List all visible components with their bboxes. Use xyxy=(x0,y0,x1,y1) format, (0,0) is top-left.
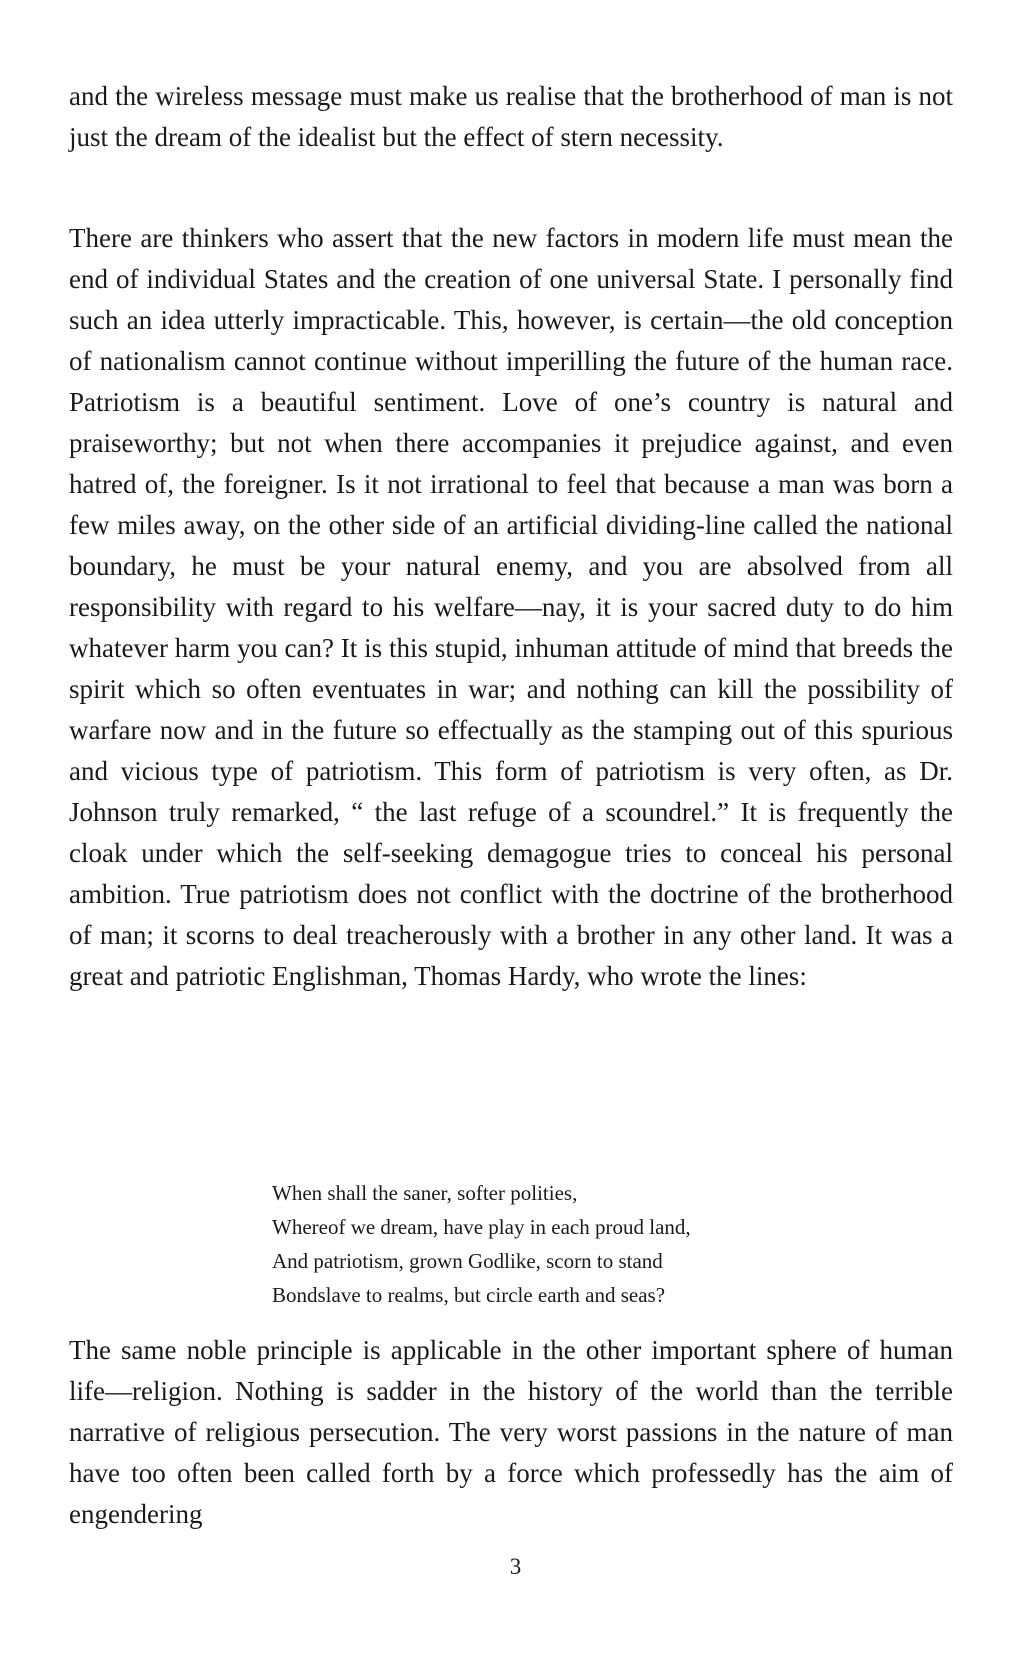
paragraph-religion: The same noble principle is applicable in the other important sphere of human life—religion. Nothing is sadder in the history of the world than the terrible narrative of religious persecution. The very worst passions in the nature of man have too often been called forth by a force which professedly has the aim of engendering xyxy=(69,1335,953,1529)
paragraph-brotherhood: and the wireless message must make us realise that the brotherhood of man is not just the dream of the idealist but the effect of stern necessity. xyxy=(69,81,953,152)
verse-line: Whereof we dream, have play in each proud land, xyxy=(272,1215,691,1239)
verse-line: Bondslave to realms, but circle earth and seas? xyxy=(272,1283,666,1307)
verse-line: And patriotism, grown Godlike, scorn to stand xyxy=(272,1249,663,1273)
verse-line: When shall the saner, softer polities, xyxy=(272,1181,578,1205)
paragraph-patriotism: There are thinkers who assert that the new factors in modern life must mean the end of individual States and the creation of one universal State. I personally find such an idea utterly impracticable. This, however, is certain—the old conception of nationalism cannot continue without imperilling the future of the human race. Patriotism is a beautiful sentiment. Love of one’s country is natural and praiseworthy; but not when there accompanies it prejudice against, and even hatred of, the foreigner. Is it not irrational to feel that because a man was born a few miles away, on the other side of an artificial dividing-line called the national boundary, he must be your natural enemy, and you are absolved from all responsibility with regard to his welfare—nay, it is your sacred duty to do him whatever harm you can? It is this stupid, inhuman attitude of mind that breeds the spirit which so often eventuates in war; and nothing can kill the possibility of warfare now and in the future so effectually as the stamping out of this spurious and vicious type of patriotism. This form of patriotism is very often, as Dr. Johnson truly remarked, “ the last refuge of a scoundrel.” It is frequently the cloak under which the self-seeking demagogue tries to conceal his personal ambition. True patriotism does not conflict with the doctrine of the brotherhood of man; it scorns to deal treacherously with a brother in any other land. It was a great and patriotic Englishman, Thomas Hardy, who wrote the lines: xyxy=(69,223,953,991)
page-number: 3 xyxy=(509,1554,522,1579)
hardy-verse-quote xyxy=(272,1176,892,1312)
